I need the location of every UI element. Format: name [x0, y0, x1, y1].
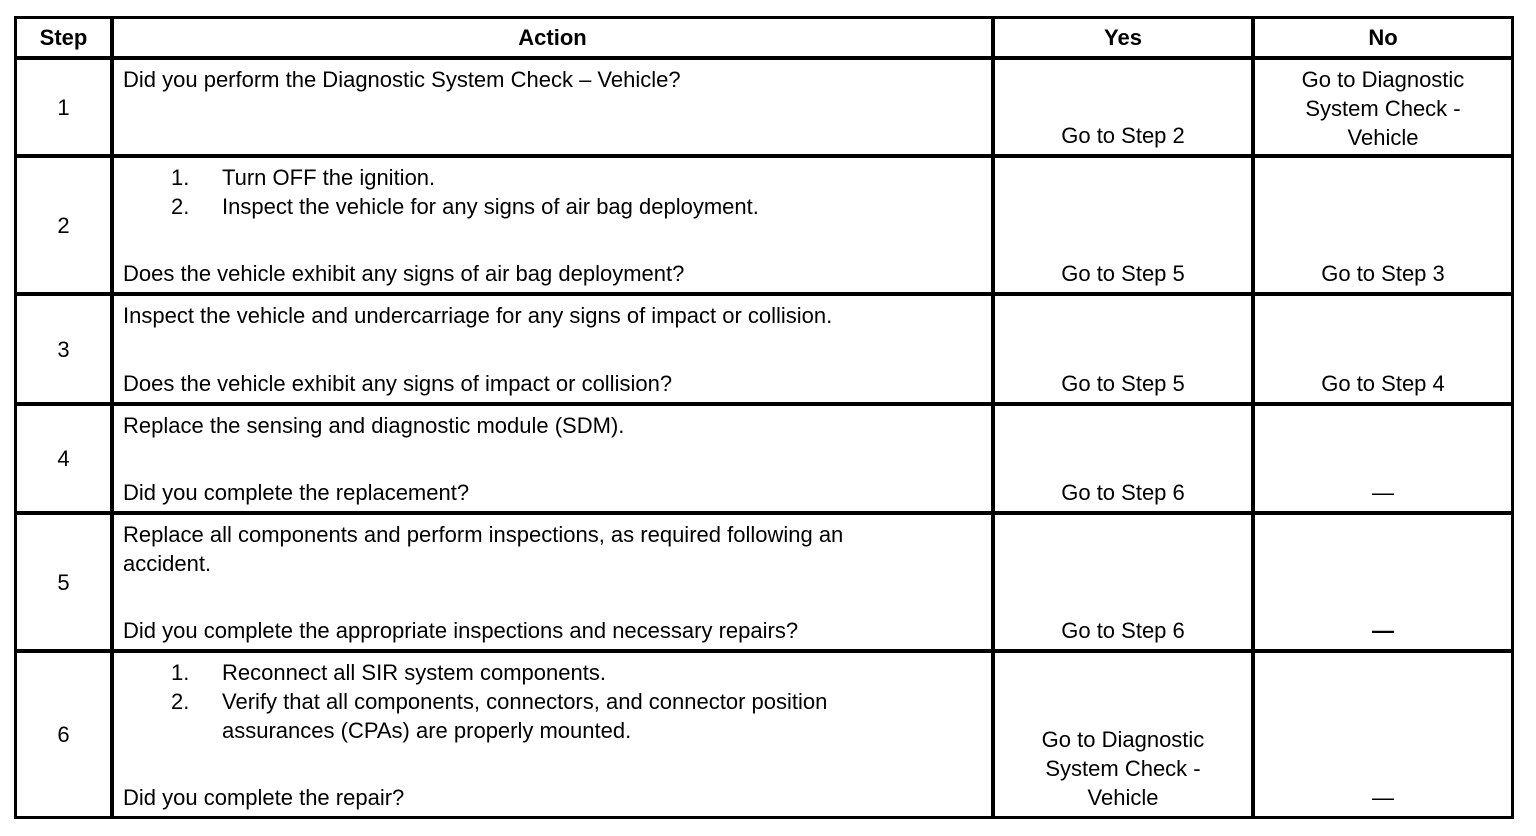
yes-cell — [995, 515, 1251, 649]
yes-link[interactable]: Go to Step 5 — [1061, 371, 1185, 396]
yes-link[interactable]: Go to Step 6 — [1061, 480, 1185, 505]
no-link-line[interactable]: System Check - — [1305, 96, 1461, 121]
step-number: 4 — [57, 446, 70, 471]
action-question: Did you complete the repair? — [123, 785, 405, 810]
yes-cell — [995, 653, 1251, 816]
no-link-line[interactable]: Go to Diagnostic — [1301, 67, 1465, 92]
action-text: Did you perform the Diagnostic System Check – Vehicle? — [123, 67, 681, 92]
no-dash: — — [1372, 618, 1394, 643]
action-text: Replace all components and perform inspections, as required following an — [123, 522, 844, 547]
list-item — [123, 658, 983, 687]
action-text: Inspect the vehicle and undercarriage for any signs of impact or collision. — [123, 303, 833, 328]
no-dash: — — [1372, 785, 1394, 810]
yes-link-line[interactable]: Go to Diagnostic — [1041, 727, 1205, 752]
action-cell — [114, 296, 991, 402]
action-text: Replace the sensing and diagnostic module (SDM). — [123, 413, 625, 438]
action-question: Does the vehicle exhibit any signs of air bag deployment? — [123, 261, 685, 286]
action-cell — [114, 406, 991, 511]
no-cell — [1255, 60, 1511, 154]
yes-link-line[interactable]: Vehicle — [1087, 785, 1159, 810]
action-cell — [114, 653, 991, 816]
yes-cell — [995, 406, 1251, 511]
list-item — [123, 192, 983, 221]
list-item-number: 1. — [171, 165, 190, 190]
header-action: Action — [518, 25, 587, 50]
list-item-text: Verify that all components, connectors, and connector position — [222, 689, 828, 714]
no-cell — [1255, 653, 1511, 816]
step-number: 6 — [57, 722, 70, 747]
action-question: Did you complete the appropriate inspections and necessary repairs? — [123, 618, 799, 643]
list-item-number: 2. — [171, 689, 190, 714]
no-cell — [1255, 296, 1511, 402]
list-item-text: Turn OFF the ignition. — [222, 165, 436, 190]
no-cell — [1255, 406, 1511, 511]
action-cell — [114, 515, 991, 649]
list-item-text: assurances (CPAs) are properly mounted. — [222, 718, 632, 743]
list-item-number: 2. — [171, 194, 190, 219]
step-number: 5 — [57, 569, 70, 595]
action-cell — [114, 60, 991, 154]
list-item-text-block — [222, 687, 983, 745]
list-item — [123, 687, 983, 745]
no-cell — [1255, 158, 1511, 292]
no-link[interactable]: Go to Step 3 — [1321, 261, 1445, 286]
list-item — [123, 163, 983, 192]
action-cell — [114, 158, 991, 292]
yes-link[interactable]: Go to Step 6 — [1061, 618, 1185, 643]
action-text: accident. — [123, 551, 212, 576]
yes-cell — [995, 296, 1251, 402]
step-number: 1 — [57, 94, 70, 120]
action-question: Did you complete the replacement? — [123, 480, 470, 505]
header-step: Step — [39, 25, 88, 50]
list-item-text: Inspect the vehicle for any signs of air bag deployment. — [222, 194, 759, 219]
no-cell — [1255, 515, 1511, 649]
action-question: Does the vehicle exhibit any signs of impact or collision? — [123, 371, 673, 396]
step-number: 2 — [57, 212, 70, 238]
yes-cell — [995, 158, 1251, 292]
diagnostic-table — [14, 16, 1514, 819]
header-yes: Yes — [1104, 25, 1142, 50]
no-link-line[interactable]: Vehicle — [1347, 125, 1419, 150]
header-no: No — [1368, 25, 1398, 50]
yes-cell — [995, 60, 1251, 154]
yes-link[interactable]: Go to Step 5 — [1061, 261, 1185, 286]
yes-link-line[interactable]: System Check - — [1045, 756, 1201, 781]
no-link[interactable]: Go to Step 4 — [1321, 371, 1445, 396]
no-dash: — — [1372, 480, 1394, 505]
yes-link[interactable]: Go to Step 2 — [1061, 123, 1185, 148]
list-item-number: 1. — [171, 660, 190, 685]
list-item-text: Reconnect all SIR system components. — [222, 660, 606, 685]
step-number: 3 — [57, 336, 70, 362]
